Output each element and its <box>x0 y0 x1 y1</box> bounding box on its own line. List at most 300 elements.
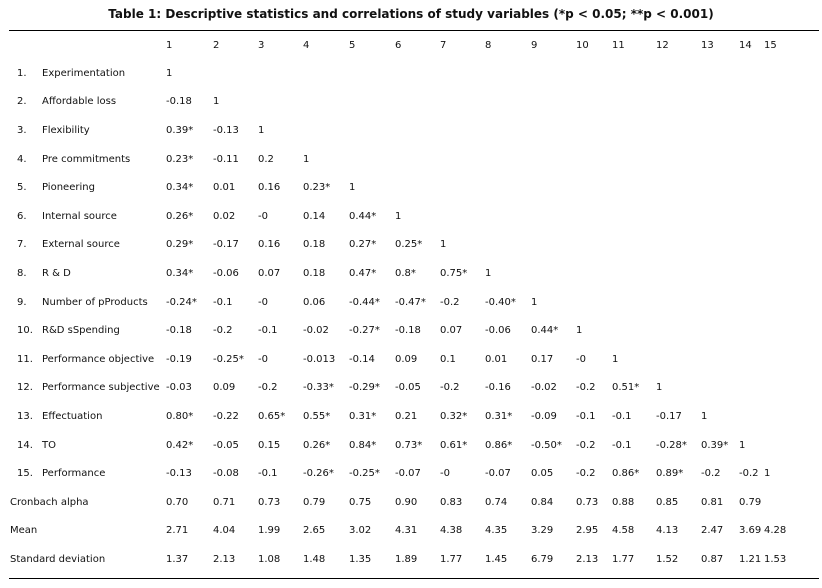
table-cell: 0.21 <box>395 410 418 422</box>
row-label: Affordable loss <box>42 96 117 108</box>
table-cell: 1 <box>349 182 356 194</box>
table-cell <box>701 288 739 317</box>
table-cell <box>612 288 656 317</box>
table-cell: 4.13 <box>656 525 679 537</box>
table-cell: 1 <box>701 410 708 422</box>
table-row <box>9 59 819 88</box>
table-row <box>9 459 819 488</box>
row-label-cell <box>9 431 166 460</box>
table-cell: 0.2 <box>258 153 274 165</box>
table-row <box>9 316 819 345</box>
table-cell: 0.79 <box>739 496 762 508</box>
column-header: 11 <box>612 39 625 51</box>
table-cell: -0 <box>258 353 268 365</box>
row-number: 7. <box>17 239 27 251</box>
table-cell: -0.50* <box>531 439 562 451</box>
row-label-cell <box>9 345 166 374</box>
table-cell: 1 <box>166 67 173 79</box>
table-row <box>9 259 819 288</box>
table-cell <box>656 202 701 231</box>
table-cell <box>531 88 576 117</box>
table-cell <box>764 259 819 288</box>
table-cell: 0.84* <box>349 439 377 451</box>
table-cell <box>612 202 656 231</box>
table-cell <box>701 145 739 174</box>
column-header: 4 <box>303 39 310 51</box>
row-number: 11. <box>17 353 33 365</box>
table-cell: 2.95 <box>576 525 599 537</box>
table-cell: 0.02 <box>213 210 236 222</box>
table-cell: 1 <box>656 382 663 394</box>
table-cell: -0.2 <box>576 439 596 451</box>
table-cell: -0.1 <box>213 296 233 308</box>
table-cell: -0.1 <box>612 439 632 451</box>
table-cell <box>701 345 739 374</box>
table-cell: 0.39* <box>166 124 194 136</box>
table-cell: -0.13 <box>213 124 239 136</box>
column-header: 13 <box>701 39 714 51</box>
table-cell: 0.07 <box>440 325 463 337</box>
table-cell: 0.39* <box>701 439 729 451</box>
table-cell: 0.29* <box>166 239 194 251</box>
table-row <box>9 488 819 517</box>
table-cell: 1.77 <box>440 553 463 565</box>
table-cell: -0.09 <box>531 410 557 422</box>
table-row <box>9 402 819 431</box>
table-cell <box>440 202 485 231</box>
table-cell: 0.89* <box>656 468 684 480</box>
table-cell: -0.02 <box>531 382 557 394</box>
table-title: Table 1: Descriptive statistics and correlations of study variables (*p < 0.05; **p < 0.001) <box>108 7 714 21</box>
table-cell <box>739 88 764 117</box>
table-cell <box>612 231 656 260</box>
table-cell: 0.73 <box>258 496 281 508</box>
table-row <box>9 345 819 374</box>
table-cell: -0.2 <box>576 468 596 480</box>
table-cell: 1.37 <box>166 553 189 565</box>
table-cell: 0.42* <box>166 439 194 451</box>
column-header: 14 <box>739 39 752 51</box>
table-cell <box>656 259 701 288</box>
table-cell <box>213 59 258 88</box>
table-cell <box>576 116 612 145</box>
row-label: Number of pProducts <box>42 296 148 308</box>
table-cell: 1.77 <box>612 553 635 565</box>
row-label-cell <box>9 459 166 488</box>
table-cell: -0.14 <box>349 353 375 365</box>
table-cell <box>656 145 701 174</box>
table-cell: -0.25* <box>349 468 380 480</box>
table-cell: 3.29 <box>531 525 554 537</box>
table-cell: 1.53 <box>764 553 787 565</box>
row-label-cell <box>9 173 166 202</box>
table-cell: 4.38 <box>440 525 463 537</box>
table-cell <box>303 59 349 88</box>
table-cell <box>656 88 701 117</box>
row-label-cell <box>9 259 166 288</box>
table-cell <box>395 59 440 88</box>
table-cell: 0.18 <box>303 239 326 251</box>
table-cell: -0 <box>258 296 268 308</box>
table-cell <box>764 173 819 202</box>
table-cell: 0.75* <box>440 267 468 279</box>
row-number: 14. <box>17 439 33 451</box>
table-cell <box>739 259 764 288</box>
header-blank-cell <box>9 31 166 59</box>
table-cell: 0.83 <box>440 496 463 508</box>
table-body <box>9 31 819 574</box>
table-cell: 1 <box>531 296 538 308</box>
table-cell <box>576 259 612 288</box>
table-cell: 1 <box>213 96 220 108</box>
column-header: 6 <box>395 39 402 51</box>
row-number: 10. <box>17 325 33 337</box>
table-cell: 1.45 <box>485 553 508 565</box>
row-label: External source <box>42 239 120 251</box>
table-cell: 6.79 <box>531 553 554 565</box>
table-cell <box>531 202 576 231</box>
table-cell: -0.013 <box>303 353 336 365</box>
table-cell: 0.16 <box>258 182 281 194</box>
table-cell <box>764 59 819 88</box>
table-cell <box>739 145 764 174</box>
table-cell: -0.26* <box>303 468 334 480</box>
table-cell <box>701 59 739 88</box>
table-cell: 0.23* <box>166 153 194 165</box>
table-cell: 0.73* <box>395 439 423 451</box>
table-cell: -0.2 <box>701 468 721 480</box>
table-cell <box>764 288 819 317</box>
table-cell <box>612 116 656 145</box>
table-cell: 0.32* <box>440 410 468 422</box>
table-cell: -0 <box>440 468 450 480</box>
table-cell <box>531 59 576 88</box>
table-cell: 0.47* <box>349 267 377 279</box>
table-cell: 1.48 <box>303 553 326 565</box>
row-label: Performance <box>42 468 106 480</box>
table-cell: 0.79 <box>303 496 326 508</box>
row-number: 12. <box>17 382 33 394</box>
table-cell: -0.03 <box>166 382 192 394</box>
column-header: 8 <box>485 39 492 51</box>
table-row <box>9 202 819 231</box>
table-cell: 2.47 <box>701 525 724 537</box>
table-cell: 0.87 <box>701 553 724 565</box>
table-cell <box>739 345 764 374</box>
table-cell <box>656 345 701 374</box>
table-row <box>9 374 819 403</box>
table-cell: -0.17 <box>213 239 239 251</box>
table-cell: 4.28 <box>764 525 787 537</box>
table-cell <box>656 231 701 260</box>
table-cell: 0.84 <box>531 496 554 508</box>
table-cell <box>656 173 701 202</box>
table-cell <box>440 116 485 145</box>
row-label-cell <box>9 545 166 574</box>
table-cell: 2.13 <box>576 553 599 565</box>
table-cell: 1.35 <box>349 553 372 565</box>
table-cell: -0.2 <box>258 382 278 394</box>
row-label-cell <box>9 145 166 174</box>
column-header: 15 <box>764 39 777 51</box>
table-cell: 4.04 <box>213 525 236 537</box>
table-row <box>9 173 819 202</box>
table-row <box>9 145 819 174</box>
table-cell <box>395 173 440 202</box>
table-cell <box>656 116 701 145</box>
table-cell <box>739 231 764 260</box>
column-header: 5 <box>349 39 356 51</box>
table-cell: 2.65 <box>303 525 326 537</box>
table-cell: -0.11 <box>213 153 239 165</box>
table-cell: -0.17 <box>656 410 682 422</box>
table-cell: 0.34* <box>166 267 194 279</box>
table-cell: -0.28* <box>656 439 687 451</box>
table-cell <box>764 402 819 431</box>
table-cell: -0.1 <box>258 468 278 480</box>
table-cell: -0.06 <box>485 325 511 337</box>
table-cell: 1.21 <box>739 553 762 565</box>
table-cell: 0.51* <box>612 382 640 394</box>
table-cell <box>576 288 612 317</box>
table-cell: 0.55* <box>303 410 331 422</box>
row-number: 8. <box>17 267 27 279</box>
table-cell <box>612 259 656 288</box>
table-cell: 0.15 <box>258 439 281 451</box>
row-label: Pioneering <box>42 182 95 194</box>
table-cell: 1 <box>612 353 619 365</box>
table-cell: -0.2 <box>213 325 233 337</box>
correlation-table <box>9 31 819 574</box>
table-cell <box>739 316 764 345</box>
table-cell: 0.34* <box>166 182 194 194</box>
table-row <box>9 431 819 460</box>
row-label-cell <box>9 288 166 317</box>
table-cell: -0.08 <box>213 468 239 480</box>
table-cell: 1 <box>576 325 583 337</box>
table-cell: 0.75 <box>349 496 372 508</box>
table-cell <box>739 173 764 202</box>
table-cell: 0.05 <box>531 468 554 480</box>
table-cell: 0.80* <box>166 410 194 422</box>
row-label-cell <box>9 202 166 231</box>
table-cell: 0.14 <box>303 210 326 222</box>
table-cell: -0.40* <box>485 296 516 308</box>
table-cell: -0.07 <box>395 468 421 480</box>
table-cell <box>485 145 531 174</box>
table-cell <box>349 88 395 117</box>
table-cell <box>576 231 612 260</box>
table-cell <box>656 59 701 88</box>
table-cell <box>531 259 576 288</box>
table-cell <box>739 288 764 317</box>
table-cell: 2.13 <box>213 553 236 565</box>
table-row <box>9 517 819 546</box>
table-cell: 4.35 <box>485 525 508 537</box>
table-cell <box>701 88 739 117</box>
table-cell: -0.18 <box>166 325 192 337</box>
column-header: 3 <box>258 39 265 51</box>
table-cell: 0.86* <box>485 439 513 451</box>
table-cell: -0.22 <box>213 410 239 422</box>
table-cell: 0.23* <box>303 182 331 194</box>
row-number: 13. <box>17 410 33 422</box>
table-cell: -0.2 <box>440 382 460 394</box>
table-cell: -0.16 <box>485 382 511 394</box>
table-cell: 0.18 <box>303 267 326 279</box>
table-cell: 0.01 <box>213 182 236 194</box>
table-cell: 0.8* <box>395 267 416 279</box>
table-cell: 0.27* <box>349 239 377 251</box>
table-cell: -0 <box>258 210 268 222</box>
table-cell: -0.33* <box>303 382 334 394</box>
table-cell: 0.70 <box>166 496 189 508</box>
table-cell: 0.31* <box>349 410 377 422</box>
table-cell: -0.07 <box>485 468 511 480</box>
row-label: Cronbach alpha <box>10 496 89 508</box>
table-cell <box>303 116 349 145</box>
table-cell: 0.90 <box>395 496 418 508</box>
table-cell: 1 <box>764 468 771 480</box>
table-cell <box>739 402 764 431</box>
table-cell <box>258 59 303 88</box>
table-cell: -0.13 <box>166 468 192 480</box>
column-header: 9 <box>531 39 538 51</box>
table-cell: 0.25* <box>395 239 423 251</box>
table-cell <box>764 202 819 231</box>
row-label: Performance objective <box>42 353 155 365</box>
row-label-cell <box>9 231 166 260</box>
table-cell <box>531 145 576 174</box>
table-cell: 1 <box>258 124 265 136</box>
table-cell: 0.81 <box>701 496 724 508</box>
table-cell <box>395 88 440 117</box>
table-cell: -0.27* <box>349 325 380 337</box>
table-cell: 1 <box>485 267 492 279</box>
row-label: Performance subjective <box>42 382 160 394</box>
table-cell: 0.44* <box>349 210 377 222</box>
table-cell: 1 <box>303 153 310 165</box>
table-cell <box>576 145 612 174</box>
table-cell <box>764 116 819 145</box>
table-cell <box>395 116 440 145</box>
table-cell: -0.2 <box>576 382 596 394</box>
row-label-cell <box>9 116 166 145</box>
table-cell <box>764 231 819 260</box>
table-cell <box>531 231 576 260</box>
row-label-cell <box>9 316 166 345</box>
row-number: 2. <box>17 96 27 108</box>
table-cell: 2.71 <box>166 525 189 537</box>
table-row <box>9 231 819 260</box>
table-cell: -0 <box>576 353 586 365</box>
table-cell <box>764 374 819 403</box>
row-label-cell <box>9 488 166 517</box>
table-cell <box>656 288 701 317</box>
table-cell <box>349 116 395 145</box>
table-cell: -0.18 <box>395 325 421 337</box>
row-label: Pre commitments <box>42 153 131 165</box>
table-cell: 0.1 <box>440 353 456 365</box>
table-cell <box>739 374 764 403</box>
header-row <box>9 31 819 59</box>
row-label-cell <box>9 402 166 431</box>
table-cell: -0.1 <box>612 410 632 422</box>
table-cell <box>303 88 349 117</box>
table-cell: -0.25* <box>213 353 244 365</box>
table-cell: 1.08 <box>258 553 281 565</box>
table-cell: 0.06 <box>303 296 326 308</box>
table-cell: 1.89 <box>395 553 418 565</box>
table-cell <box>764 431 819 460</box>
row-label-cell <box>9 517 166 546</box>
table-cell: 0.09 <box>213 382 236 394</box>
table-cell: -0.18 <box>166 96 192 108</box>
table-row <box>9 116 819 145</box>
table-cell: 0.44* <box>531 325 559 337</box>
row-label: Effectuation <box>42 410 103 422</box>
table-cell <box>701 259 739 288</box>
table-cell <box>531 173 576 202</box>
table-cell: 1 <box>739 439 746 451</box>
table-cell: 0.09 <box>395 353 418 365</box>
table-cell <box>485 59 531 88</box>
row-label-cell <box>9 88 166 117</box>
table-cell <box>764 345 819 374</box>
table-cell <box>440 88 485 117</box>
row-number: 9. <box>17 296 27 308</box>
table-cell <box>612 59 656 88</box>
column-header: 7 <box>440 39 447 51</box>
table-cell <box>701 173 739 202</box>
row-label-cell <box>9 374 166 403</box>
table-cell: 0.07 <box>258 267 281 279</box>
table-row <box>9 545 819 574</box>
table-cell: -0.02 <box>303 325 329 337</box>
table-cell: 3.69 <box>739 525 762 537</box>
row-number: 3. <box>17 124 27 136</box>
row-label: R&D sSpending <box>42 325 120 337</box>
table-cell: -0.29* <box>349 382 380 394</box>
table-cell: -0.2 <box>739 468 759 480</box>
table-cell <box>485 116 531 145</box>
row-label: Mean <box>10 525 38 537</box>
table-row <box>9 88 819 117</box>
row-number: 6. <box>17 210 27 222</box>
table-cell: 0.26* <box>303 439 331 451</box>
table-cell <box>349 59 395 88</box>
table-cell: -0.2 <box>440 296 460 308</box>
table-cell: 0.31* <box>485 410 513 422</box>
table-cell <box>739 59 764 88</box>
row-label: R & D <box>42 267 71 279</box>
table-cell <box>701 316 739 345</box>
table-cell: 0.61* <box>440 439 468 451</box>
table-cell: -0.06 <box>213 267 239 279</box>
column-header: 1 <box>166 39 173 51</box>
row-label-cell <box>9 59 166 88</box>
table-cell: -0.44* <box>349 296 380 308</box>
table-cell <box>485 231 531 260</box>
table-cell: 1.99 <box>258 525 281 537</box>
column-header: 12 <box>656 39 669 51</box>
table-cell <box>612 173 656 202</box>
table-cell <box>612 316 656 345</box>
row-label: TO <box>42 439 56 451</box>
bottom-rule <box>9 578 819 579</box>
table-cell <box>395 145 440 174</box>
row-label: Internal source <box>42 210 117 222</box>
